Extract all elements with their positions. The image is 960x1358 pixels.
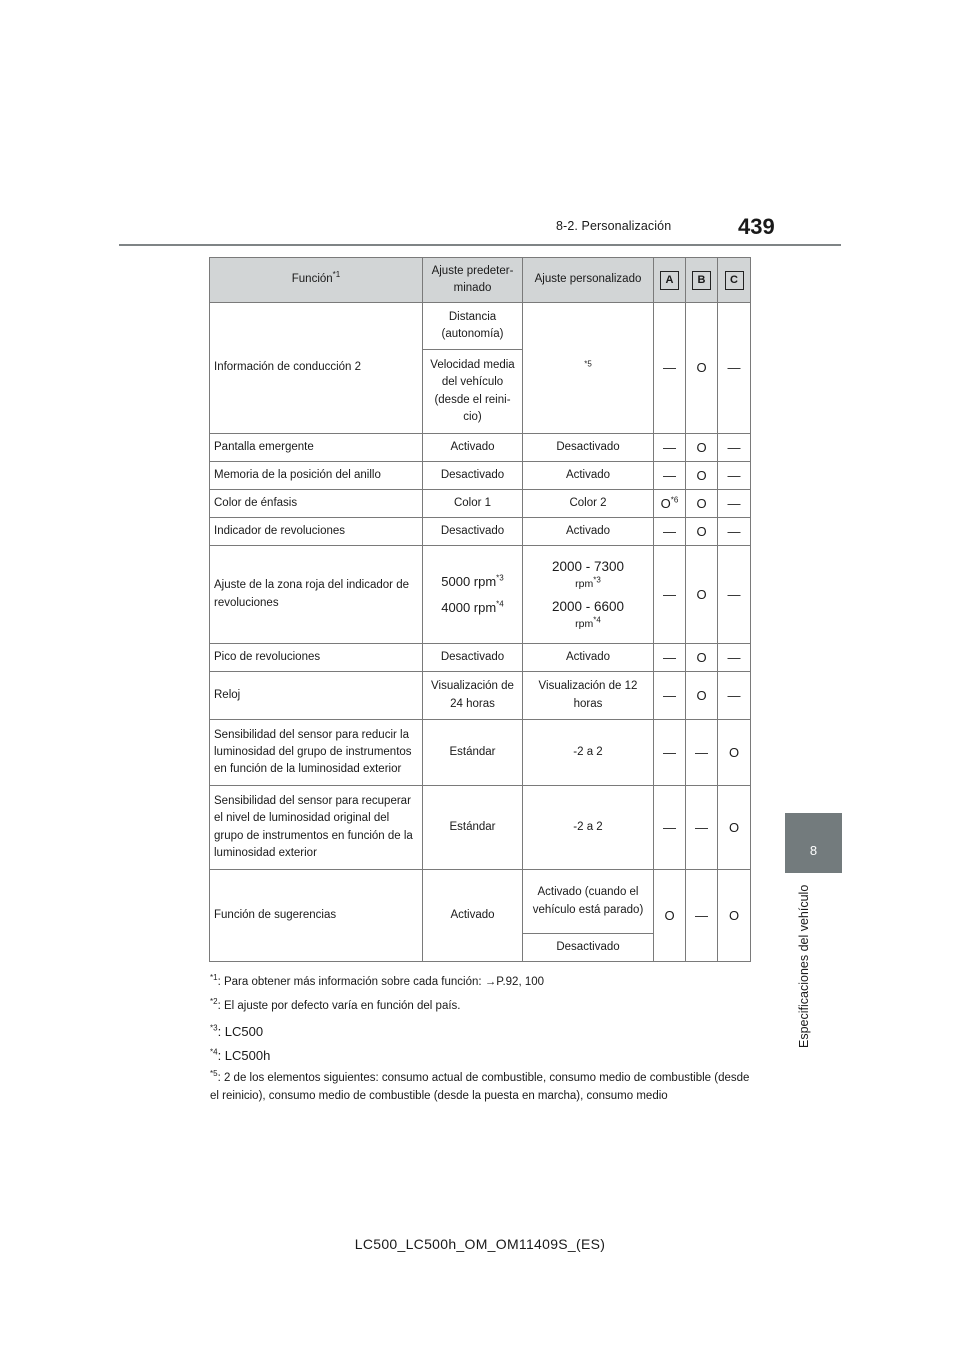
cell-c: — xyxy=(718,672,751,720)
cell-a: — xyxy=(654,462,686,490)
table-row xyxy=(210,434,751,462)
cell-c: — xyxy=(718,434,751,462)
cell-custom: -2 a 2 xyxy=(523,786,654,870)
box-b-icon: B xyxy=(692,271,711,290)
cell-function: Memoria de la posición del anillo xyxy=(210,462,423,490)
header-c xyxy=(718,258,751,303)
cell-c: — xyxy=(718,546,751,644)
cell-c: — xyxy=(718,490,751,518)
cell-custom: *5 xyxy=(523,303,654,434)
header-divider xyxy=(119,244,841,246)
cell-default: Color 1 xyxy=(423,490,523,518)
cell-default: Activado xyxy=(423,434,523,462)
cell-function: Pico de revoluciones xyxy=(210,644,423,672)
cell-function: Sensibilidad del sensor para recuperar el nivel de luminosidad original del grupo de instrumentos en función de la luminosidad exterior xyxy=(210,786,423,870)
cell-a: — xyxy=(654,518,686,546)
cell-function: Pantalla emergente xyxy=(210,434,423,462)
cell-a: — xyxy=(654,672,686,720)
chapter-label: Especificaciones del vehículo xyxy=(797,884,811,1048)
cell-c: O xyxy=(718,870,751,962)
document-code: LC500_LC500h_OM_OM11409S_(ES) xyxy=(354,1236,606,1252)
cell-function: Sensibilidad del sensor para reducir la luminosidad del grupo de instrumentos en función de la luminosidad exterior xyxy=(210,720,423,786)
cell-a: — xyxy=(654,720,686,786)
cell-c: — xyxy=(718,518,751,546)
cell-default: Estándar xyxy=(423,720,523,786)
cell-default: 5000 rpm$^{*3}$ 4000 rpm$^{*4}$ xyxy=(423,546,523,644)
cell-b: O xyxy=(686,462,718,490)
cell-a: $O^{*6}$ xyxy=(654,490,686,518)
table-row xyxy=(210,303,751,350)
cell-a: O xyxy=(654,870,686,962)
cell-c: — xyxy=(718,644,751,672)
table-row xyxy=(210,462,751,490)
cell-default: Estándar xyxy=(423,786,523,870)
page-number: 439 xyxy=(738,214,775,239)
cell-custom: Color 2 xyxy=(523,490,654,518)
cell-custom: -2 a 2 xyxy=(523,720,654,786)
cell-b: — xyxy=(686,870,718,962)
table-row xyxy=(210,786,751,870)
cell-b: O xyxy=(686,644,718,672)
cell-function: Función de sugerencias xyxy=(210,870,423,962)
cell-a: — xyxy=(654,546,686,644)
cell-b: O xyxy=(686,303,718,434)
footnote: $^{*1}$: Para obtener más información sobre cada función: →P.92, 100 xyxy=(210,973,545,988)
cell-c: O xyxy=(718,786,751,870)
cell-a: — xyxy=(654,644,686,672)
box-a-icon: A xyxy=(660,271,679,290)
cell-b: O xyxy=(686,672,718,720)
cell-function: Indicador de revoluciones xyxy=(210,518,423,546)
table-row xyxy=(210,644,751,672)
table-header-row xyxy=(210,258,751,303)
cell-b: — xyxy=(686,786,718,870)
cell-default: Activado xyxy=(423,870,523,962)
table-row xyxy=(210,720,751,786)
table-row xyxy=(210,870,751,934)
cell-default: Visualización de 24 horas xyxy=(423,672,523,720)
cell-function: Color de énfasis xyxy=(210,490,423,518)
cell-function: Información de conducción 2 xyxy=(210,303,423,434)
cell-default: Desactivado xyxy=(423,462,523,490)
table-row xyxy=(210,546,751,644)
cell-custom: Activado xyxy=(523,518,654,546)
header-default: Ajuste predeter-minado xyxy=(423,258,523,303)
cell-custom: Desactivado xyxy=(523,434,654,462)
box-c-icon: C xyxy=(725,271,744,290)
chapter-tab[interactable] xyxy=(785,813,842,873)
cell-b: O xyxy=(686,490,718,518)
chapter-number: 8 xyxy=(809,843,818,858)
header-a xyxy=(654,258,686,303)
cell-default: Velocidad media del vehículo (desde el reini-cio) xyxy=(423,350,523,434)
cell-a: — xyxy=(654,434,686,462)
table-row xyxy=(210,490,751,518)
footnote: $^{*3}$: LC500 xyxy=(210,1023,264,1039)
cell-b: — xyxy=(686,720,718,786)
footnote: $^{*4}$: LC500h xyxy=(210,1047,271,1063)
cell-function: Ajuste de la zona roja del indicador de revoluciones xyxy=(210,546,423,644)
header-function: Función$^{*1}$ xyxy=(210,258,423,303)
customization-table xyxy=(209,257,751,962)
cell-c: — xyxy=(718,462,751,490)
section-title: 8-2. Personalización xyxy=(556,219,672,233)
footnote: $^{*2}$: El ajuste por defecto varía en función del país. xyxy=(210,997,461,1012)
cell-b: O xyxy=(686,546,718,644)
cell-custom: Activado xyxy=(523,644,654,672)
header-custom: Ajuste personalizado xyxy=(523,258,654,303)
footnote: $^{*5}$: 2 de los elementos siguientes: consumo actual de combustible, consumo medio de combustible (desde el reinicio), consumo medio de combustible (desde la puesta en marcha), consumo medio xyxy=(210,1069,750,1102)
cell-a: — xyxy=(654,303,686,434)
table-row xyxy=(210,672,751,720)
cell-custom: 2000 - 7300 rpm$^{*3}$ 2000 - 6600 rpm$^{*4}$ xyxy=(523,546,654,644)
cell-default: Distancia (autonomía) xyxy=(423,303,523,350)
header-b xyxy=(686,258,718,303)
cell-b: O xyxy=(686,518,718,546)
cell-c: — xyxy=(718,303,751,434)
cell-custom: Desactivado xyxy=(523,934,654,962)
cell-default: Desactivado xyxy=(423,518,523,546)
cell-c: O xyxy=(718,720,751,786)
cell-a: — xyxy=(654,786,686,870)
cell-default: Desactivado xyxy=(423,644,523,672)
table-row xyxy=(210,518,751,546)
cell-b: O xyxy=(686,434,718,462)
cell-custom: Visualización de 12 horas xyxy=(523,672,654,720)
cell-custom: Activado (cuando el vehículo está parado) xyxy=(523,870,654,934)
cell-function: Reloj xyxy=(210,672,423,720)
cell-custom: Activado xyxy=(523,462,654,490)
